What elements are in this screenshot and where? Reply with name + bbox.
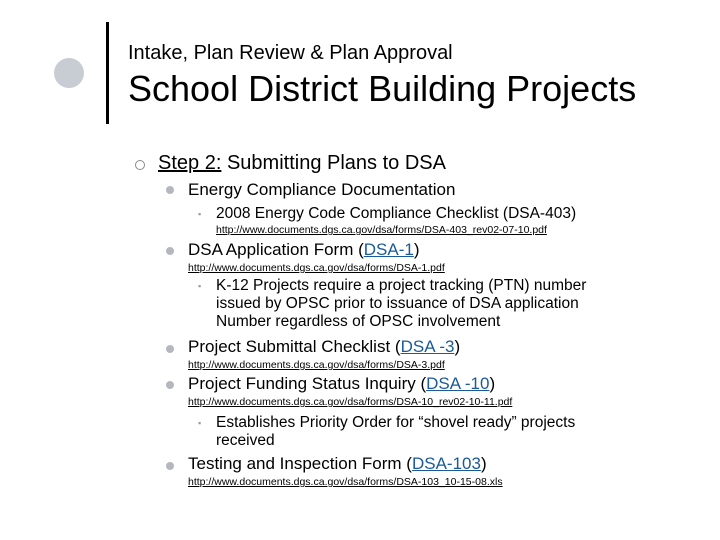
item-prefix: Project Funding Status Inquiry (: [188, 374, 427, 393]
submittal-checklist-item: [188, 337, 460, 357]
item-suffix: ): [489, 374, 496, 393]
bullet-icon: [166, 345, 174, 353]
item-suffix: ): [480, 454, 487, 473]
item-prefix: Project Submittal Checklist (: [188, 337, 401, 356]
title-divider: [106, 22, 109, 124]
sub-bullet-icon: ▪: [198, 281, 202, 291]
ptn-note-line-1: K-12 Projects require a project tracking (PTN) number: [216, 277, 587, 294]
slide-subtitle: Intake, Plan Review & Plan Approval: [128, 42, 453, 64]
sub-bullet-icon: ▪: [198, 418, 202, 428]
dsa-1-url[interactable]: http://www.documents.dgs.ca.gov/dsa/forms/DSA-1.pdf: [188, 262, 445, 274]
priority-note-line-1: Establishes Priority Order for “shovel ready” projects: [216, 414, 576, 431]
dsa-103-url[interactable]: http://www.documents.dgs.ca.gov/dsa/forms/DSA-103_10-15-08.xls: [188, 476, 503, 488]
ptn-note-line-3: Number regardless of OPSC involvement: [216, 313, 501, 330]
item-prefix: Testing and Inspection Form (: [188, 454, 412, 473]
testing-inspection-item: [188, 454, 487, 474]
step-text: Submitting Plans to DSA: [221, 152, 446, 174]
dsa-application-item: [188, 240, 420, 260]
item-suffix: ): [413, 240, 420, 259]
item-prefix: DSA Application Form (: [188, 240, 364, 259]
slide-title: School District Building Projects: [128, 68, 637, 109]
dsa-10-link[interactable]: DSA -10: [426, 374, 490, 393]
dsa-3-url[interactable]: http://www.documents.dgs.ca.gov/dsa/forms/DSA-3.pdf: [188, 359, 445, 371]
dsa-103-link[interactable]: DSA-103: [411, 454, 481, 473]
bullet-icon: [166, 381, 174, 389]
dsa-3-link[interactable]: DSA -3: [400, 337, 455, 356]
energy-checklist-item: 2008 Energy Code Compliance Checklist (DSA-403): [216, 205, 577, 222]
title-bullet-circle: [54, 58, 84, 88]
item-suffix: ): [454, 337, 461, 356]
dsa-403-url[interactable]: http://www.documents.dgs.ca.gov/dsa/forms/DSA-403_rev02-07-10.pdf: [216, 224, 547, 236]
bullet-icon: [166, 247, 174, 255]
ring-bullet-icon: [135, 160, 145, 170]
energy-compliance-item: Energy Compliance Documentation: [188, 180, 456, 199]
step-heading: [158, 152, 446, 175]
funding-inquiry-item: [188, 374, 495, 394]
step-label: Step 2:: [158, 152, 222, 174]
sub-bullet-icon: ▪: [198, 209, 202, 219]
bullet-icon: [166, 186, 174, 194]
bullet-icon: [166, 462, 174, 470]
dsa-1-link[interactable]: DSA-1: [363, 240, 414, 259]
ptn-note-line-2: issued by OPSC prior to issuance of DSA application: [216, 295, 579, 312]
priority-note-line-2: received: [216, 432, 275, 449]
dsa-10-url[interactable]: http://www.documents.dgs.ca.gov/dsa/forms/DSA-10_rev02-10-11.pdf: [188, 396, 513, 408]
